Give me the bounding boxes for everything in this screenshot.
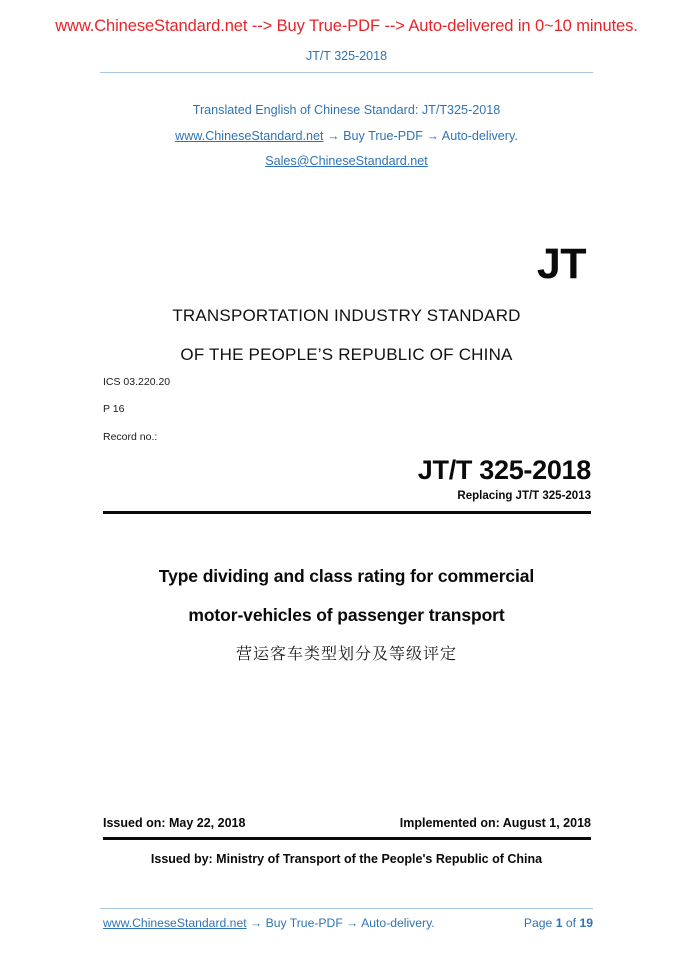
document-title-chinese: 营运客车类型划分及等级评定 <box>235 646 457 663</box>
purchase-info-rest: → Buy True-PDF → Auto-delivery. <box>323 129 518 143</box>
promo-banner-text: www.ChineseStandard.net --> Buy True-PDF --> Auto-delivered in 0~10 minutes. <box>55 17 638 35</box>
chinesestandard-link[interactable]: www.ChineseStandard.net <box>175 129 324 143</box>
standard-number-divider <box>103 511 591 514</box>
sales-email-line <box>0 154 693 168</box>
page-footer <box>103 916 593 930</box>
record-number: Record no.: <box>103 431 158 443</box>
footer-info <box>103 916 435 930</box>
translated-standard-line: Translated English of Chinese Standard: JT/T325-2018 <box>192 103 501 117</box>
page-indicator <box>524 916 593 930</box>
header-divider <box>100 72 593 73</box>
page-label: Page <box>523 916 553 930</box>
ics-code: ICS 03.220.20 <box>103 376 171 388</box>
page-total: 19 <box>579 916 593 930</box>
issuing-authority: Issued by: Ministry of Transport of the People's Republic of China <box>150 852 543 866</box>
page-of-label: of <box>565 916 577 930</box>
page-current: 1 <box>555 916 563 930</box>
industry-standard-heading-line1: TRANSPORTATION INDUSTRY STANDARD <box>172 306 521 325</box>
issued-on-date: Issued on: May 22, 2018 <box>103 816 246 830</box>
jt-emblem-logo: JT <box>536 240 586 288</box>
sales-email-link[interactable]: Sales@ChineseStandard.net <box>265 154 428 168</box>
footer-divider <box>100 908 593 909</box>
implemented-on-date: Implemented on: August 1, 2018 <box>399 816 591 830</box>
document-title-en-line2: motor-vehicles of passenger transport <box>188 605 505 625</box>
standard-number: JT/T 325-2018 <box>417 455 591 485</box>
issue-dates-row <box>103 816 591 830</box>
header-standard-reference: JT/T 325-2018 <box>305 49 388 63</box>
footer-chinesestandard-link[interactable]: www.ChineseStandard.net <box>103 916 247 930</box>
document-title-en-line1: Type dividing and class rating for commercial <box>158 566 535 586</box>
classification-code: P 16 <box>103 403 125 415</box>
issue-divider <box>103 837 591 840</box>
purchase-info-line <box>0 129 693 143</box>
industry-standard-heading-line2: OF THE PEOPLE’S REPUBLIC OF CHINA <box>180 345 513 364</box>
footer-info-rest: → Buy True-PDF → Auto-delivery. <box>246 916 435 930</box>
standard-replacing-note: Replacing JT/T 325-2013 <box>457 490 591 502</box>
